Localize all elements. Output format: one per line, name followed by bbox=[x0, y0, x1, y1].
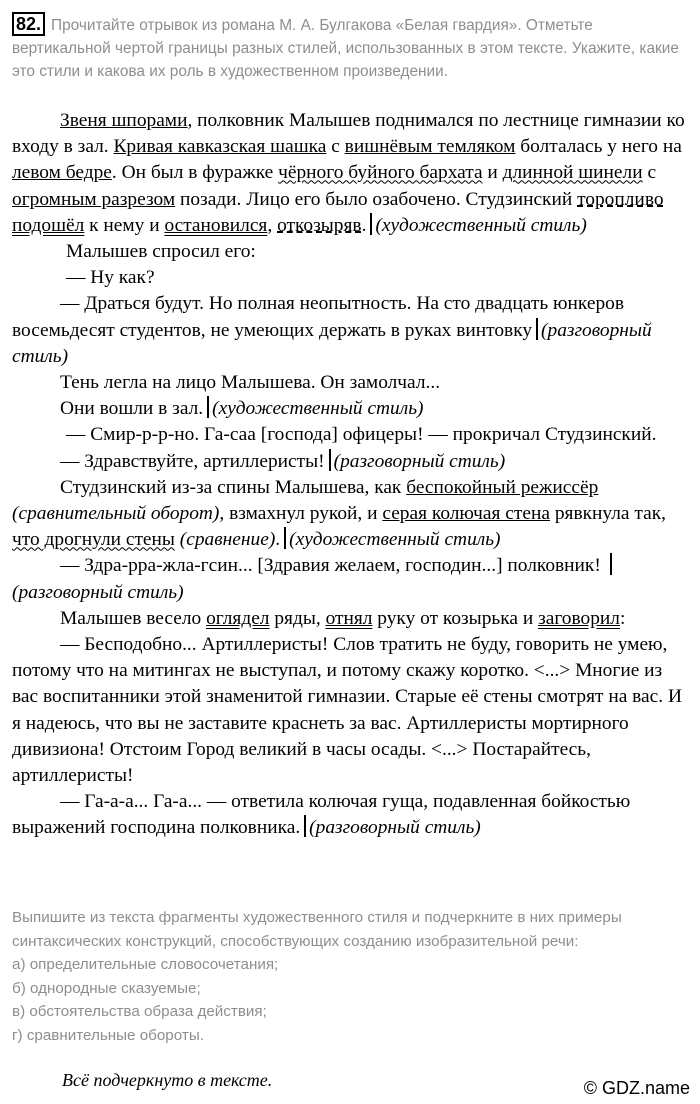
text-fragment: остановился bbox=[164, 214, 268, 236]
question-item: в) обстоятельства образа действия; bbox=[12, 1003, 267, 1020]
text-fragment: позади. Лицо его было озабочено. Студзинский bbox=[175, 188, 578, 210]
text-fragment: болталась у него на bbox=[515, 136, 682, 158]
text-fragment: Студзинский из-за спины Малышева, как bbox=[60, 476, 407, 498]
excerpt-paragraph: — Бесподобно... Артиллеристы! Слов тратить не буду, говорить не умею, потому что на митингах не выступал, и потому скажу коротко. <...> Многие из вас воспитанники этой знаменитой гимназии. Старые её стены смотрят на вас. И я надеюсь, что вы не заставите краснеть за вас. Артиллеристы мортирного дивизиона! Отстоим Город великий в часы осады. <...> Постарайтесь, артиллеристы! bbox=[12, 634, 682, 787]
excerpt-paragraph bbox=[12, 396, 688, 422]
text-fragment: торопливо bbox=[577, 188, 664, 210]
style-boundary-bar bbox=[284, 527, 286, 549]
style-boundary-bar bbox=[610, 553, 612, 575]
text-fragment: Звеня шпорами bbox=[60, 110, 188, 131]
excerpt-paragraph bbox=[12, 789, 688, 841]
questions-block bbox=[12, 906, 688, 1047]
text-fragment: серая колючая стена bbox=[382, 503, 550, 525]
excerpt-paragraph bbox=[12, 553, 688, 605]
excerpt-paragraph: Тень легла на лицо Малышева. Он замолчал... bbox=[60, 372, 441, 394]
excerpt-paragraph: — Смир-р-р-но. Га-саа [господа] офицеры! — прокричал Студзинский. bbox=[66, 424, 657, 446]
excerpt-paragraph bbox=[12, 108, 688, 239]
text-fragment: . Он был в фуражке bbox=[111, 162, 279, 184]
excerpt-text bbox=[12, 108, 688, 842]
text-fragment: заговорил bbox=[538, 607, 620, 629]
text-fragment: с bbox=[326, 136, 345, 158]
style-boundary-bar bbox=[304, 815, 306, 837]
style-label: (сравнительный оборот) bbox=[12, 503, 220, 525]
text-fragment: что дрогнули стены bbox=[12, 529, 175, 551]
text-fragment: руку от козырька и bbox=[372, 607, 539, 629]
task-instruction: Прочитайте отрывок из романа М. А. Булгакова «Белая гвардия». Отметьте вертикальной чертой границы разных стилей, использованных в этом тексте. Укажите, какие это стили и какова их роль в художественном произведении. bbox=[12, 17, 679, 80]
text-fragment: оглядел bbox=[206, 607, 270, 629]
text-fragment: рявкнула так, bbox=[549, 503, 666, 525]
style-label: (художественный стиль) bbox=[375, 214, 587, 236]
excerpt-paragraph bbox=[12, 606, 688, 632]
excerpt-paragraph bbox=[12, 291, 688, 370]
text-fragment: к нему и bbox=[84, 214, 165, 236]
text-fragment: отнял bbox=[325, 607, 373, 629]
text-fragment: длинной шинели bbox=[502, 162, 643, 184]
style-label: (художественный стиль) bbox=[289, 529, 501, 551]
style-boundary-bar bbox=[329, 449, 331, 471]
task-number: 82. bbox=[12, 12, 45, 36]
text-fragment: чёрного буйного бархата bbox=[278, 162, 483, 184]
question-item: б) однородные сказуемые; bbox=[12, 979, 201, 997]
style-boundary-bar bbox=[536, 318, 538, 340]
task-header bbox=[12, 12, 688, 83]
text-fragment: Малышев весело bbox=[60, 607, 207, 629]
text-fragment: с bbox=[642, 162, 657, 184]
text-fragment: — Здра-рра-жла-гсин... [Здравия желаем, господин...] полковник! bbox=[60, 555, 601, 577]
text-fragment: левом бедре bbox=[12, 162, 112, 184]
text-fragment: откозыряв bbox=[277, 214, 362, 236]
style-label: (сравнение) bbox=[179, 529, 276, 551]
copyright: © GDZ.name bbox=[583, 1078, 690, 1098]
style-label: (разговорный стиль) bbox=[309, 817, 481, 839]
style-label: (разговорный стиль) bbox=[12, 581, 184, 603]
style-label: (разговорный стиль) bbox=[333, 450, 506, 472]
excerpt-paragraph: Малышев спросил его: bbox=[66, 241, 256, 263]
text-fragment: : bbox=[619, 607, 626, 629]
text-fragment: беспокойный режиссёр bbox=[406, 476, 599, 498]
text-fragment: подошёл bbox=[12, 214, 85, 236]
text-fragment: — Драться будут. Но полная неопытность. На сто двадцать юнкеров восемьдесят студентов, не умеющих держать в руках винтовку bbox=[12, 293, 625, 341]
excerpt-paragraph: — Ну как? bbox=[66, 267, 155, 289]
text-fragment: , bbox=[267, 214, 278, 236]
style-label: (художественный стиль) bbox=[212, 398, 424, 420]
text-fragment: — Га-а-а... Га-а... — ответила колючая гуща, подавленная бойкостью выражений господина полковника. bbox=[12, 791, 631, 839]
excerpt-paragraph bbox=[12, 475, 688, 554]
text-fragment: . bbox=[361, 214, 367, 236]
questions-intro: Выпишите из текста фрагменты художественного стиля и подчеркните в них примеры синтаксических конструкций, способствующих созданию изобразительной речи: bbox=[12, 909, 622, 950]
excerpt-paragraph bbox=[12, 449, 688, 475]
style-boundary-bar bbox=[370, 213, 372, 235]
text-fragment: Они вошли в зал. bbox=[60, 398, 204, 420]
question-item: г) сравнительные обороты. bbox=[12, 1026, 204, 1044]
text-fragment: , полковник Малышев поднимался по лестнице гимназии ко входу в зал. bbox=[12, 110, 685, 158]
text-fragment: вишнёвым темляком bbox=[344, 136, 516, 158]
text-fragment: — Здравствуйте, артиллеристы! bbox=[60, 450, 325, 472]
answer-text: Всё подчеркнуто в тексте. bbox=[62, 1070, 273, 1090]
text-fragment: . bbox=[275, 529, 281, 551]
style-boundary-bar bbox=[207, 396, 209, 418]
text-fragment: и bbox=[482, 162, 503, 184]
text-fragment: огромным разрезом bbox=[12, 188, 176, 210]
style-label: (разговорный стиль) bbox=[12, 319, 652, 367]
text-fragment: ряды, bbox=[269, 607, 326, 629]
question-item: а) определительные словосочетания; bbox=[12, 956, 279, 973]
text-fragment: , взмахнул рукой, и bbox=[219, 503, 383, 525]
text-fragment: Кривая кавказская шашка bbox=[113, 136, 327, 158]
